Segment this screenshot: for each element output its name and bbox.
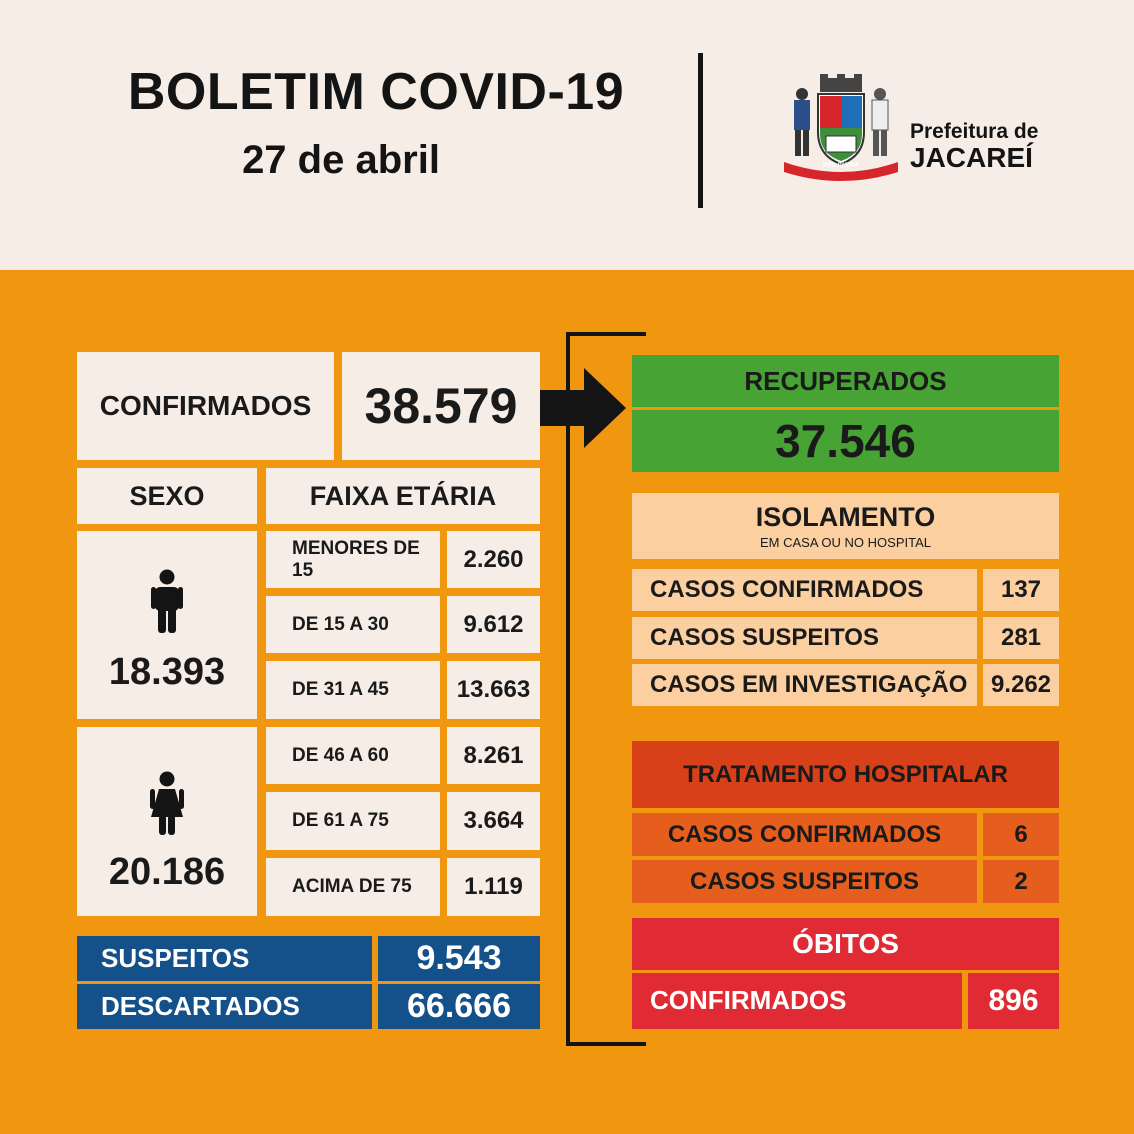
- obitos-header: ÓBITOS: [632, 918, 1059, 970]
- descartados-value: 66.666: [378, 984, 540, 1029]
- isolamento-subtitle: EM CASA OU NO HOSPITAL: [760, 535, 931, 550]
- tratamento-row-value: 6: [983, 813, 1059, 856]
- suspeitos-value: 9.543: [378, 936, 540, 981]
- female-person-icon: [149, 771, 185, 835]
- male-panel: [77, 531, 257, 719]
- tratamento-row-label: CASOS CONFIRMADOS: [632, 813, 977, 856]
- age-row-value: 9.612: [447, 596, 540, 653]
- age-row-label: DE 15 A 30: [266, 596, 440, 653]
- age-row-label: DE 31 A 45: [266, 661, 440, 719]
- isolamento-row-label: CASOS CONFIRMADOS: [632, 569, 977, 611]
- age-row-value: 1.119: [447, 858, 540, 916]
- tratamento-row-value: 2: [983, 860, 1059, 903]
- descartados-label: DESCARTADOS: [77, 984, 372, 1029]
- coat-of-arms-logo: [780, 72, 902, 184]
- faixa-etaria-header: FAIXA ETÁRIA: [266, 468, 540, 524]
- logo-text-jacarei: JACAREÍ: [910, 142, 1033, 173]
- page-title: BOLETIM COVID-19: [127, 63, 625, 121]
- obitos-label: CONFIRMADOS: [632, 973, 962, 1029]
- isolamento-header: [632, 493, 1059, 559]
- sexo-header: SEXO: [77, 468, 257, 524]
- age-row-value: 13.663: [447, 661, 540, 719]
- isolamento-row-label: CASOS EM INVESTIGAÇÃO: [632, 664, 977, 706]
- isolamento-row-value: 281: [983, 617, 1059, 659]
- male-person-icon: [150, 569, 184, 633]
- isolamento-row-value: 9.262: [983, 664, 1059, 706]
- isolamento-row-label: CASOS SUSPEITOS: [632, 617, 977, 659]
- recuperados-label: RECUPERADOS: [632, 355, 1059, 407]
- age-row-value: 2.260: [447, 531, 540, 588]
- recuperados-value: 37.546: [632, 410, 1059, 472]
- age-row-value: 8.261: [447, 727, 540, 784]
- female-count: 20.186: [108, 851, 226, 893]
- age-row-label: MENORES DE 15: [266, 531, 440, 588]
- page-date: 27 de abril: [242, 138, 440, 182]
- suspeitos-label: SUSPEITOS: [77, 936, 372, 981]
- age-row-label: DE 46 A 60: [266, 727, 440, 784]
- age-row-label: ACIMA DE 75: [266, 858, 440, 916]
- isolamento-title: ISOLAMENTO: [755, 502, 936, 532]
- confirmados-value: 38.579: [342, 352, 540, 460]
- male-count: 18.393: [108, 651, 226, 693]
- tratamento-header: TRATAMENTO HOSPITALAR: [632, 741, 1059, 808]
- tratamento-row-label: CASOS SUSPEITOS: [632, 860, 977, 903]
- confirmados-label: CONFIRMADOS: [77, 352, 334, 460]
- header-divider: [698, 53, 703, 208]
- age-row-value: 3.664: [447, 792, 540, 850]
- logo-text-prefeitura: Prefeitura de: [910, 120, 1039, 143]
- isolamento-row-value: 137: [983, 569, 1059, 611]
- seal-motto: PRO PATRIA: [822, 163, 860, 169]
- obitos-value: 896: [968, 973, 1059, 1029]
- female-panel: [77, 727, 257, 916]
- age-row-label: DE 61 A 75: [266, 792, 440, 850]
